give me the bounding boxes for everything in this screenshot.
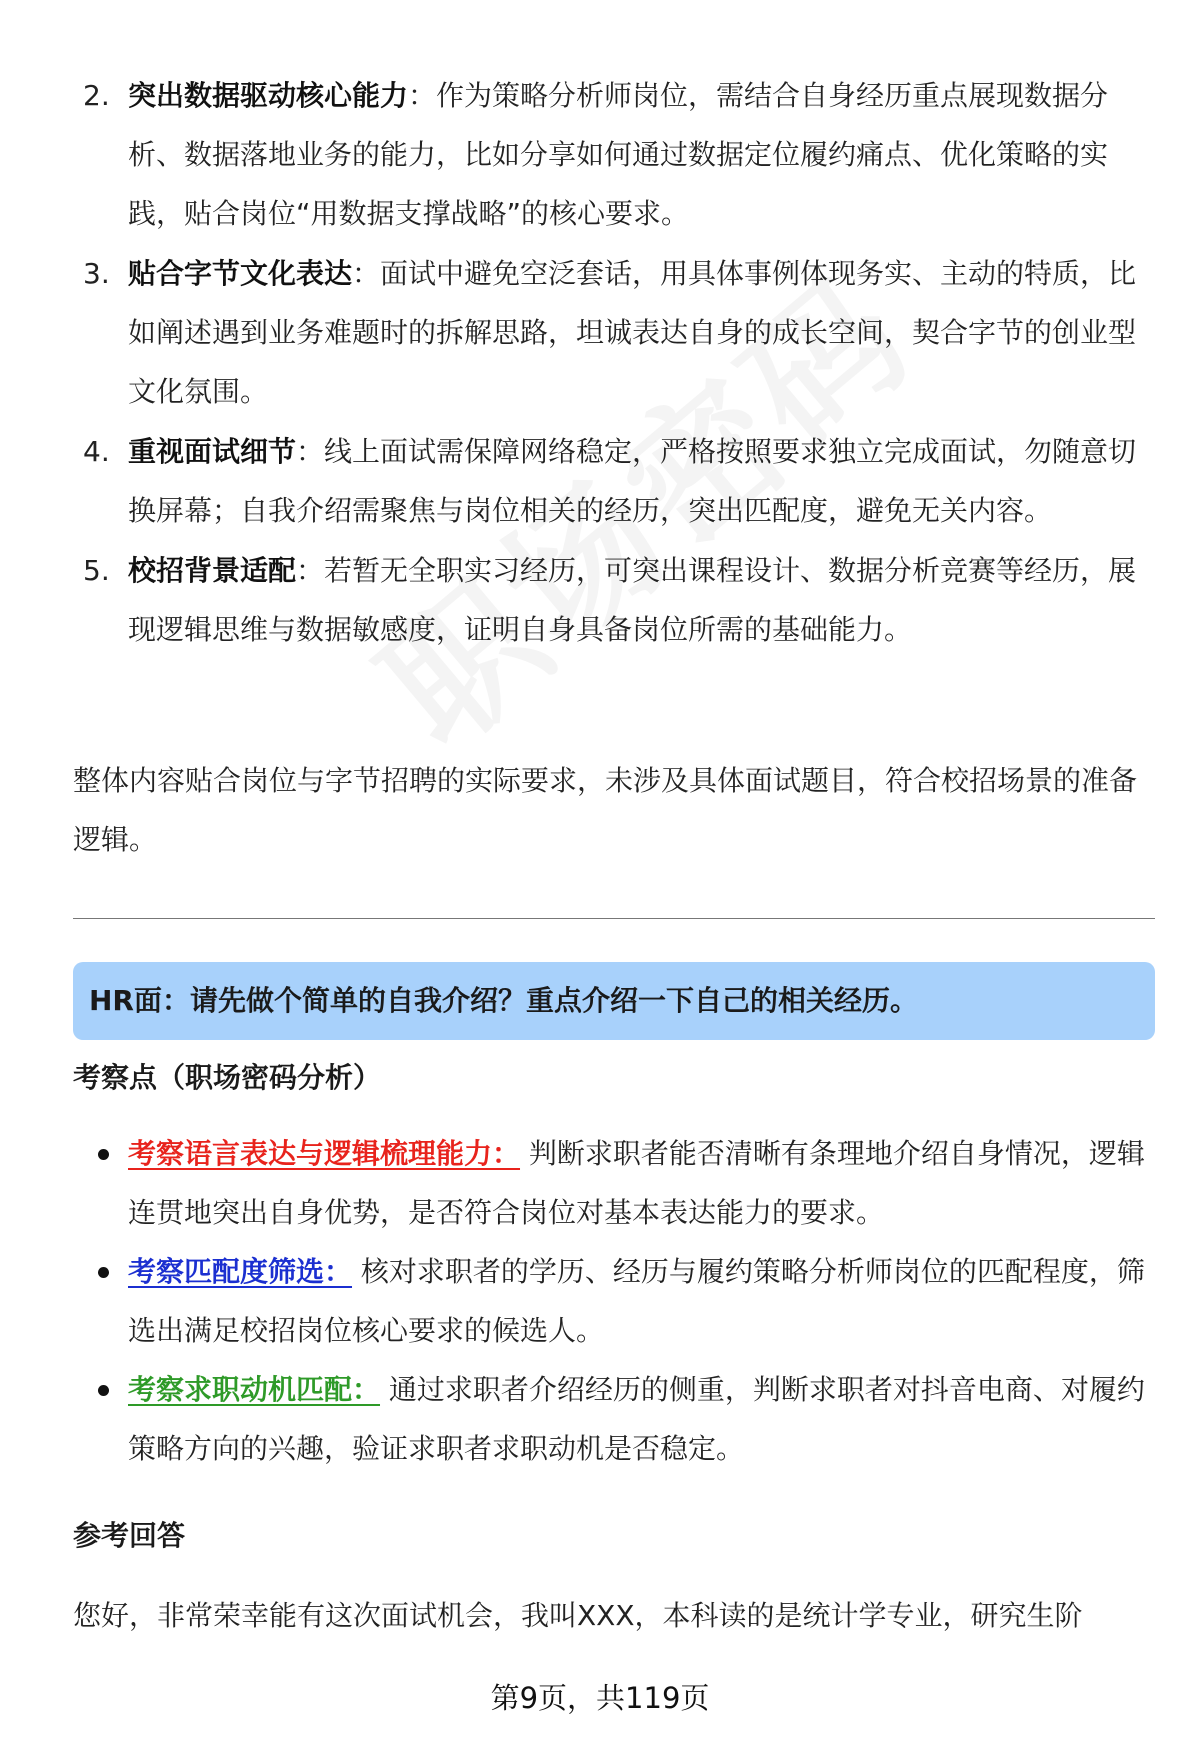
exam-point-text: 通过求职者介绍经历的侧重，判断求职者对抖音电商、对履约策略方向的兴趣，验证求职者求职动机是否稳定。 <box>128 1373 1145 1465</box>
list-item <box>80 66 1150 243</box>
list-item <box>80 1360 1155 1478</box>
item-number: 5. <box>83 554 110 587</box>
list-item <box>80 541 1150 659</box>
item-number: 4. <box>83 435 110 468</box>
tips-list <box>80 66 1150 660</box>
item-number: 3. <box>83 257 110 290</box>
bullet-icon <box>98 1267 109 1278</box>
item-title: 重视面试细节 <box>128 435 297 468</box>
reference-title: 参考回答 <box>73 1519 186 1552</box>
item-text: ：若暂无全职实习经历，可突出课程设计、数据分析竞赛等经历，展现逻辑思维与数据敏感度，证明自身具备岗位所需的基础能力。 <box>128 554 1137 646</box>
exam-point-label: 考察匹配度筛选： <box>128 1255 353 1288</box>
list-item <box>80 422 1150 540</box>
section-divider <box>73 918 1155 919</box>
question-box <box>73 962 1155 1040</box>
item-text: ：面试中避免空泛套话，用具体事例体现务实、主动的特质，比如阐述遇到业务难题时的拆解思路，坦诚表达自身的成长空间，契合字节的创业型文化氛围。 <box>128 257 1137 408</box>
exam-points-title: 考察点（职场密码分析） <box>73 1061 382 1094</box>
exam-points-list <box>80 1124 1155 1478</box>
list-item <box>80 244 1150 421</box>
list-item <box>80 1124 1155 1242</box>
item-number: 2. <box>83 79 110 112</box>
exam-point-text: 核对求职者的学历、经历与履约策略分析师岗位的匹配程度，筛选出满足校招岗位核心要求的候选人。 <box>128 1255 1145 1347</box>
bullet-icon <box>98 1385 109 1396</box>
page-footer: 第9页，共119页 <box>490 1681 710 1715</box>
hr-question: HR面：请先做个简单的自我介绍？重点介绍一下自己的相关经历。 <box>89 984 918 1017</box>
summary-paragraph: 整体内容贴合岗位与字节招聘的实际要求，未涉及具体面试题目，符合校招场景的准备逻辑。 <box>73 764 1138 856</box>
reference-answer: 您好，非常荣幸能有这次面试机会，我叫XXX，本科读的是统计学专业，研究生阶 <box>73 1599 1083 1632</box>
list-item <box>80 1242 1155 1360</box>
item-text: ：作为策略分析师岗位，需结合自身经历重点展现数据分析、数据落地业务的能力，比如分享如何通过数据定位履约痛点、优化策略的实践，贴合岗位“用数据支撑战略”的核心要求。 <box>128 79 1109 230</box>
item-title: 校招背景适配 <box>128 554 297 587</box>
bullet-icon <box>98 1149 109 1160</box>
exam-point-label: 考察语言表达与逻辑梳理能力： <box>128 1137 521 1170</box>
item-text: ：线上面试需保障网络稳定，严格按照要求独立完成面试，勿随意切换屏幕；自我介绍需聚焦与岗位相关的经历，突出匹配度，避免无关内容。 <box>128 435 1137 527</box>
exam-point-label: 考察求职动机匹配： <box>128 1373 381 1406</box>
item-title: 贴合字节文化表达 <box>128 257 353 290</box>
exam-point-text: 判断求职者能否清晰有条理地介绍自身情况，逻辑连贯地突出自身优势，是否符合岗位对基本表达能力的要求。 <box>128 1137 1145 1229</box>
item-title: 突出数据驱动核心能力 <box>128 79 409 112</box>
